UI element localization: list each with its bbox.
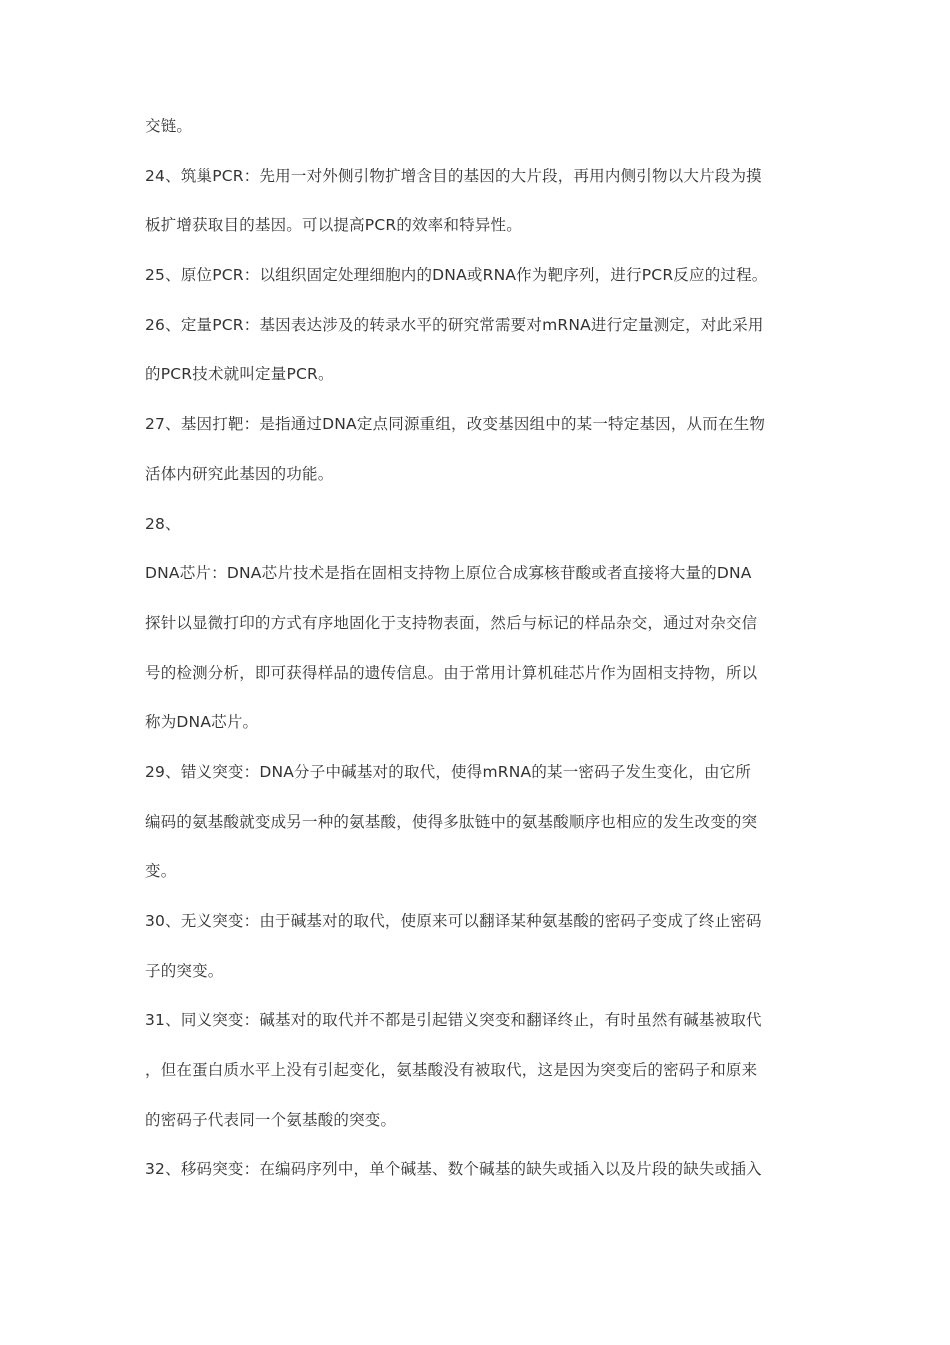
text-line: 24、筑巢PCR：先用一对外侧引物扩增含目的基因的大片段，再用内侧引物以大片段为摸 xyxy=(145,166,762,185)
document-body xyxy=(145,114,825,1207)
text-line: 号的检测分析，即可获得样品的遗传信息。由于常用计算机硅芯片作为固相支持物，所以 xyxy=(145,663,758,682)
text-line: 28、 xyxy=(145,514,181,533)
text-line: 活体内研究此基因的功能。 xyxy=(145,464,334,483)
text-line: 29、错义突变：DNA分子中碱基对的取代，使得mRNA的某一密码子发生变化，由它所 xyxy=(145,762,752,781)
text-line: 26、定量PCR：基因表达涉及的转录水平的研究常需要对mRNA进行定量测定，对此采用 xyxy=(145,315,764,334)
text-line: ，但在蛋白质水平上没有引起变化，氨基酸没有被取代，这是因为突变后的密码子和原来 xyxy=(145,1061,758,1080)
text-line: 子的突变。 xyxy=(145,961,224,980)
text-line: DNA芯片：DNA芯片技术是指在固相支持物上原位合成寡核苷酸或者直接将大量的DNA xyxy=(145,564,752,583)
text-line: 27、基因打靶：是指通过DNA定点同源重组，改变基因组中的某一特定基因，从而在生物 xyxy=(145,415,766,434)
text-line: 探针以显微打印的方式有序地固化于支持物表面，然后与标记的样品杂交，通过对杂交信 xyxy=(145,613,758,632)
text-line: 25、原位PCR：以组织固定处理细胞内的DNA或RNA作为靶序列，进行PCR反应的过程。 xyxy=(145,266,768,285)
text-line: 32、移码突变：在编码序列中，单个碱基、数个碱基的缺失或插入以及片段的缺失或插入 xyxy=(145,1160,762,1179)
text-line: 交链。 xyxy=(145,117,193,135)
text-line: 变。 xyxy=(145,862,177,881)
text-line: 的密码子代表同一个氨基酸的突变。 xyxy=(145,1110,397,1129)
text-line: 的PCR技术就叫定量PCR。 xyxy=(145,365,334,384)
text-line: 编码的氨基酸就变成另一种的氨基酸，使得多肽链中的氨基酸顺序也相应的发生改变的突 xyxy=(145,812,758,831)
text-line: 称为DNA芯片。 xyxy=(145,713,259,732)
text-line: 31、同义突变：碱基对的取代并不都是引起错义突变和翻译终止，有时虽然有碱基被取代 xyxy=(145,1011,762,1030)
text-line: 30、无义突变：由于碱基对的取代，使原来可以翻译某种氨基酸的密码子变成了终止密码 xyxy=(145,912,762,930)
text-line: 板扩增获取目的基因。可以提高PCR的效率和特异性。 xyxy=(145,216,522,235)
